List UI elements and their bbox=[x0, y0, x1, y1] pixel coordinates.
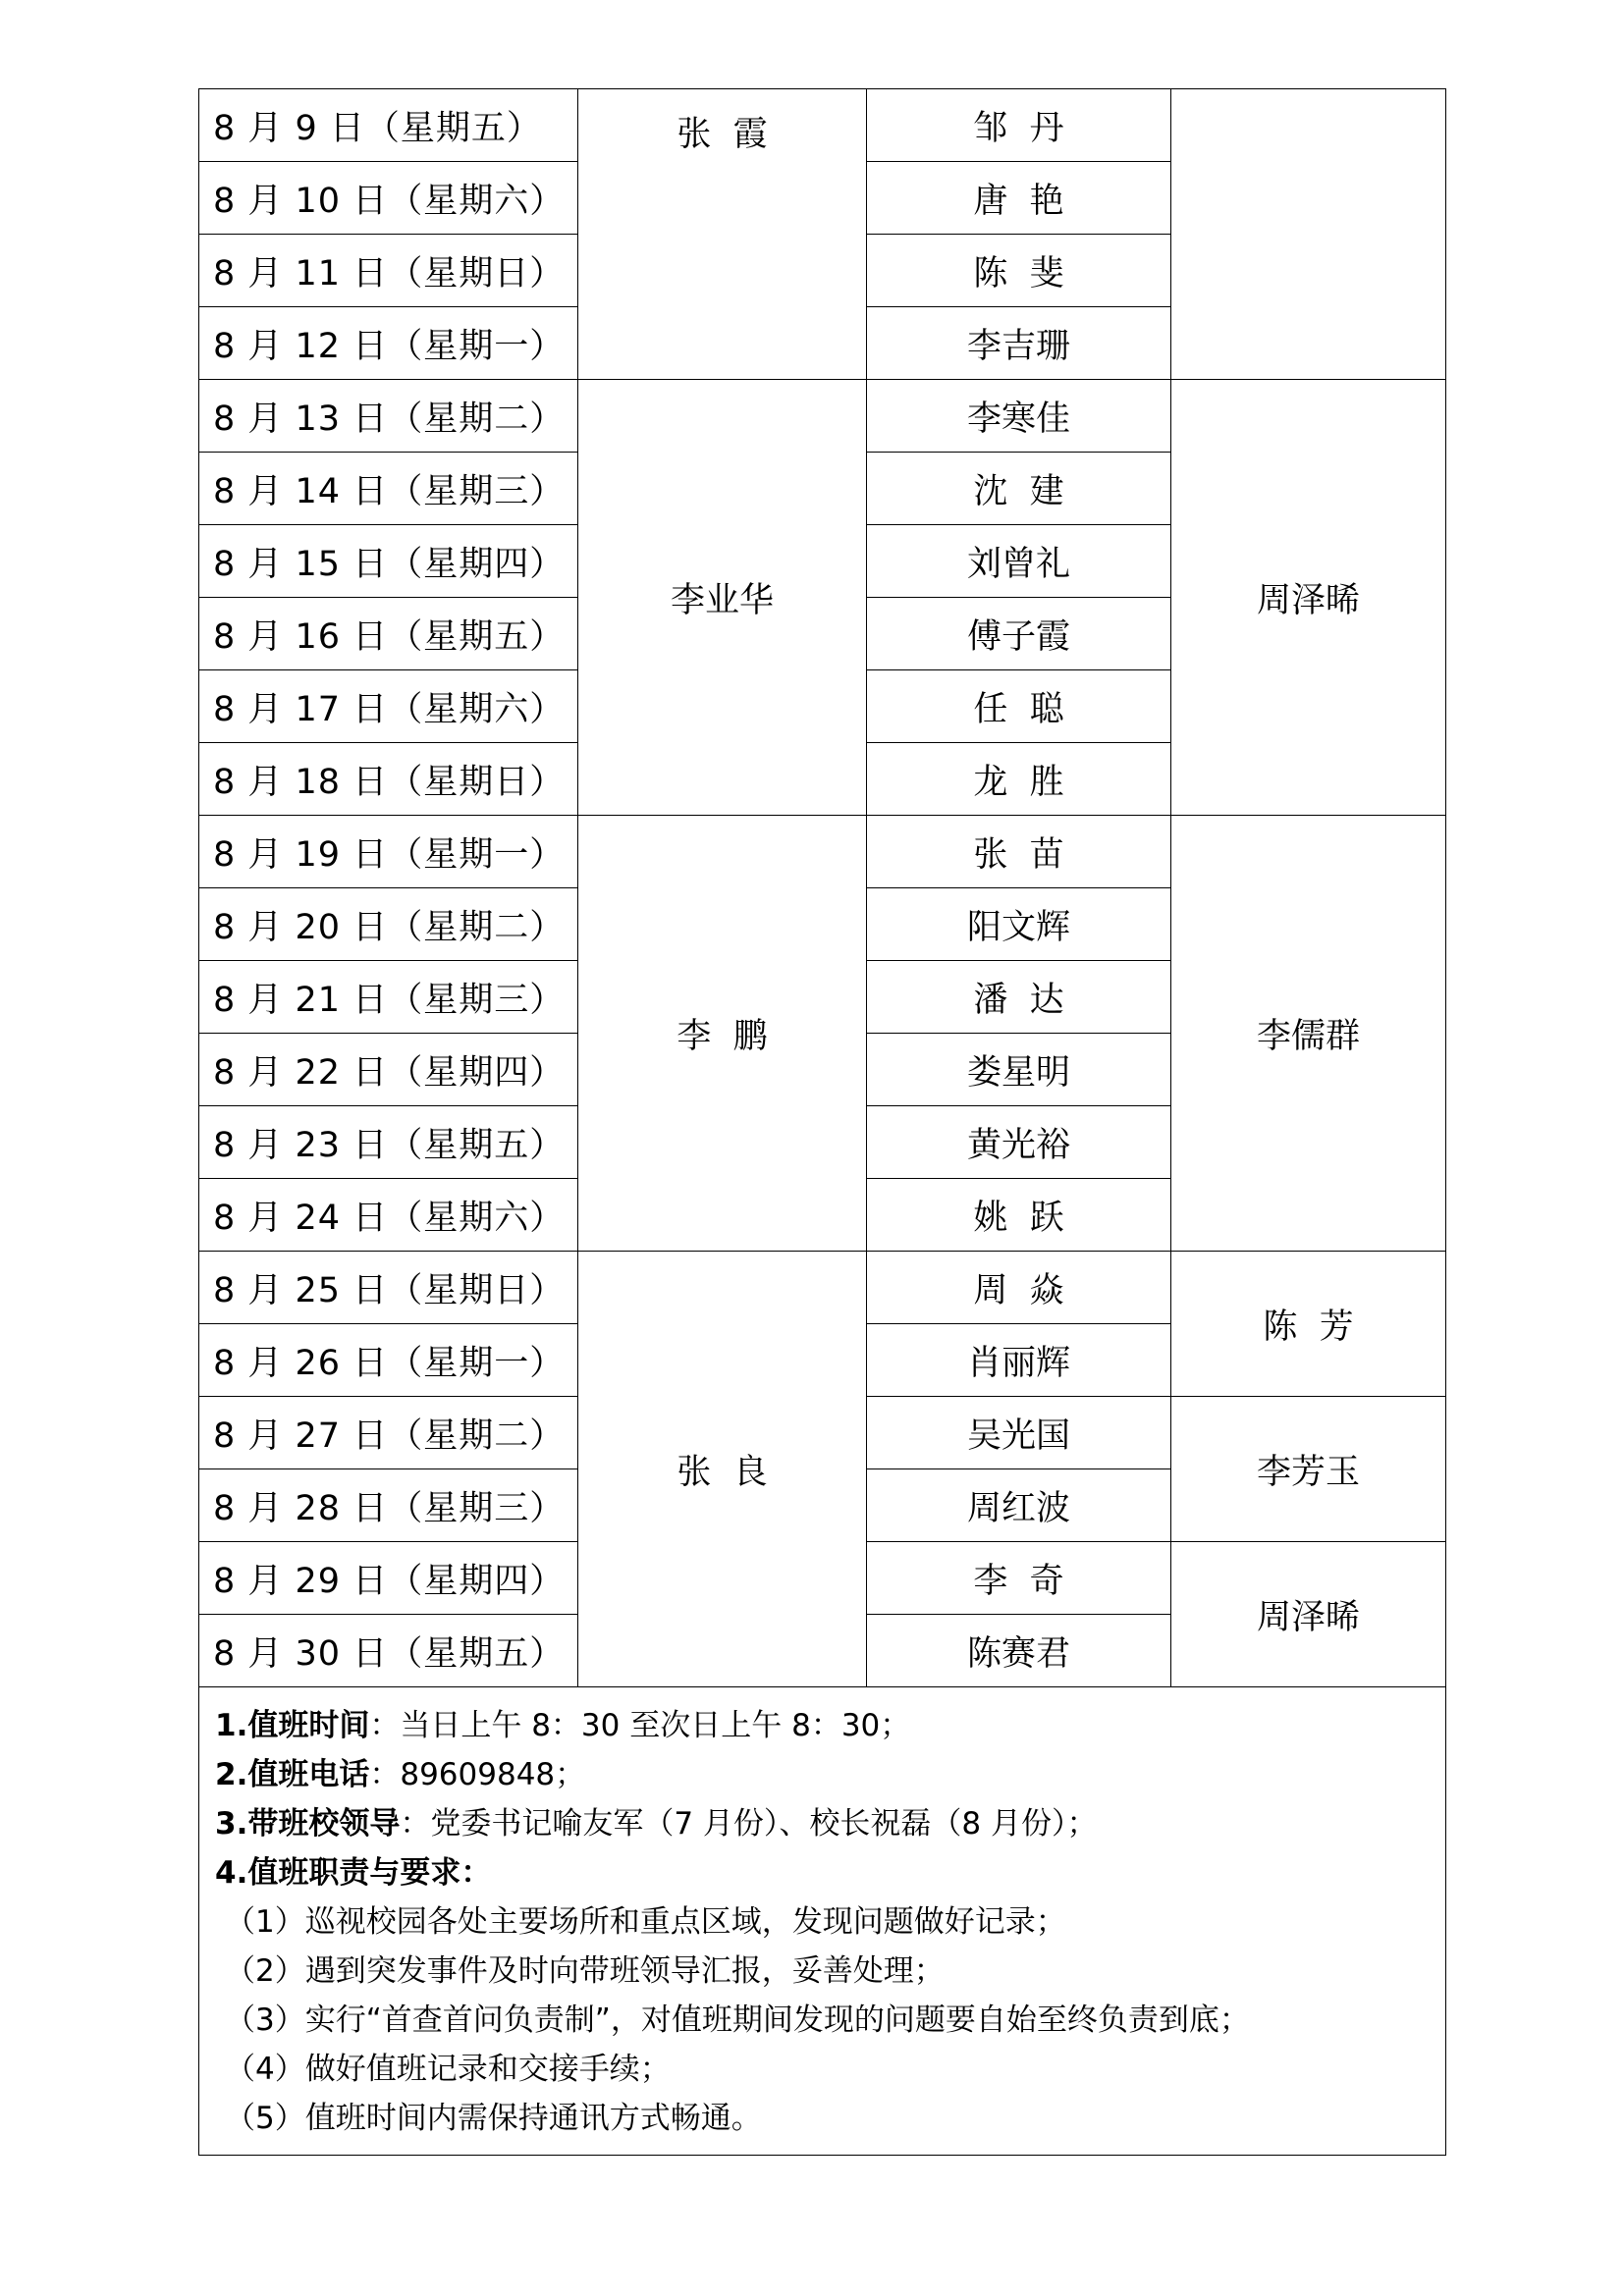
date-cell bbox=[199, 961, 578, 1034]
duty-person-cell: 邹 丹 bbox=[867, 89, 1171, 162]
duty-person-cell: 黄光裕 bbox=[867, 1106, 1171, 1179]
weekday-text: （星期日） bbox=[388, 1270, 566, 1310]
date-text: 8 月 27 日 bbox=[213, 1415, 389, 1456]
weekday-text: （星期三） bbox=[388, 980, 566, 1020]
duty-time-line-label: 1.值班时间 bbox=[215, 1708, 370, 1743]
schedule-body bbox=[199, 89, 1446, 2156]
date-text: 8 月 13 日 bbox=[213, 399, 389, 439]
duty-person-cell: 李寒佳 bbox=[867, 380, 1171, 453]
date-text: 8 月 30 日 bbox=[213, 1633, 389, 1674]
duty-person-cell: 唐 艳 bbox=[867, 162, 1171, 235]
date-cell bbox=[199, 89, 578, 162]
supervisor-cell: 陈 芳 bbox=[1171, 1252, 1446, 1397]
date-text: 8 月 17 日 bbox=[213, 689, 389, 729]
supervisor-cell bbox=[1171, 89, 1446, 380]
date-cell bbox=[199, 1469, 578, 1542]
duty-person-cell: 傅子霞 bbox=[867, 598, 1171, 670]
notes-cell bbox=[199, 1687, 1446, 2156]
duty-person-cell: 李 奇 bbox=[867, 1542, 1171, 1615]
notes-row bbox=[199, 1687, 1446, 2156]
weekday-text: （星期六） bbox=[388, 181, 566, 221]
weekday-text: （星期二） bbox=[388, 1415, 566, 1456]
weekday-text: （星期一） bbox=[388, 1343, 566, 1383]
date-text: 8 月 28 日 bbox=[213, 1488, 389, 1528]
duty-person-cell: 陈赛君 bbox=[867, 1615, 1171, 1687]
date-text: 8 月 10 日 bbox=[213, 181, 389, 221]
date-text: 8 月 21 日 bbox=[213, 980, 389, 1020]
duty-person-cell: 龙 胜 bbox=[867, 743, 1171, 816]
leader-cell: 李 鹏 bbox=[578, 816, 867, 1252]
weekday-text: （星期一） bbox=[388, 326, 566, 366]
duty-person-cell: 李吉珊 bbox=[867, 307, 1171, 380]
date-cell bbox=[199, 1034, 578, 1106]
weekday-text: （星期四） bbox=[388, 1561, 566, 1601]
duty-time-line-value: ：当日上午 8：30 至次日上午 8：30； bbox=[369, 1708, 911, 1743]
duty-phone-line-label: 2.值班电话 bbox=[215, 1757, 370, 1792]
weekday-text: （星期六） bbox=[388, 1198, 566, 1238]
duty-person-cell: 刘曾礼 bbox=[867, 525, 1171, 598]
date-cell bbox=[199, 453, 578, 525]
date-cell bbox=[199, 816, 578, 888]
date-text: 8 月 20 日 bbox=[213, 907, 389, 947]
requirement-item: （2）遇到突发事件及时向带班领导汇报，妥善处理； bbox=[225, 1953, 945, 1989]
supervisor-cell: 周泽晞 bbox=[1171, 1542, 1446, 1687]
duty-phone-line-value: ：89609848； bbox=[369, 1757, 586, 1792]
duty-person-cell: 周红波 bbox=[867, 1469, 1171, 1542]
date-text: 8 月 24 日 bbox=[213, 1198, 389, 1238]
date-cell bbox=[199, 1615, 578, 1687]
date-cell bbox=[199, 235, 578, 307]
date-cell bbox=[199, 1542, 578, 1615]
weekday-text: （星期二） bbox=[388, 399, 566, 439]
date-text: 8 月 9 日 bbox=[213, 108, 365, 148]
leader-cell: 张 霞 bbox=[578, 89, 867, 380]
date-text: 8 月 29 日 bbox=[213, 1561, 389, 1601]
duty-phone-line bbox=[215, 1750, 1430, 1799]
date-text: 8 月 12 日 bbox=[213, 326, 389, 366]
date-cell bbox=[199, 743, 578, 816]
weekday-text: （星期五） bbox=[364, 108, 542, 148]
duty-person-cell: 张 苗 bbox=[867, 816, 1171, 888]
duty-leader-line-label: 3.带班校领导 bbox=[215, 1806, 401, 1842]
date-cell bbox=[199, 1179, 578, 1252]
duty-schedule-table bbox=[198, 88, 1446, 2156]
weekday-text: （星期五） bbox=[388, 616, 566, 657]
duty-person-cell: 肖丽辉 bbox=[867, 1324, 1171, 1397]
table-row bbox=[199, 380, 1446, 453]
date-text: 8 月 19 日 bbox=[213, 834, 389, 875]
date-cell bbox=[199, 162, 578, 235]
duty-person-cell: 娄星明 bbox=[867, 1034, 1171, 1106]
weekday-text: （星期四） bbox=[388, 544, 566, 584]
weekday-text: （星期四） bbox=[388, 1052, 566, 1093]
date-cell bbox=[199, 525, 578, 598]
duty-person-cell: 阳文辉 bbox=[867, 888, 1171, 961]
duty-requirements-heading-label: 4.值班职责与要求： bbox=[215, 1855, 492, 1891]
weekday-text: （星期三） bbox=[388, 471, 566, 511]
table-row bbox=[199, 1252, 1446, 1324]
date-cell bbox=[199, 380, 578, 453]
leader-cell: 张 良 bbox=[578, 1252, 867, 1687]
date-cell bbox=[199, 888, 578, 961]
date-cell bbox=[199, 1324, 578, 1397]
requirement-item: （1）巡视校园各处主要场所和重点区域，发现问题做好记录； bbox=[225, 1904, 1066, 1940]
duty-person-cell: 任 聪 bbox=[867, 670, 1171, 743]
duty-leader-line bbox=[215, 1799, 1430, 1848]
supervisor-cell: 李芳玉 bbox=[1171, 1397, 1446, 1542]
duty-person-cell: 周 焱 bbox=[867, 1252, 1171, 1324]
duty-person-cell: 陈 斐 bbox=[867, 235, 1171, 307]
supervisor-cell: 李儒群 bbox=[1171, 816, 1446, 1252]
date-text: 8 月 11 日 bbox=[213, 253, 389, 294]
date-cell bbox=[199, 1106, 578, 1179]
weekday-text: （星期日） bbox=[388, 762, 566, 802]
supervisor-cell: 周泽晞 bbox=[1171, 380, 1446, 816]
duty-person-cell: 姚 跃 bbox=[867, 1179, 1171, 1252]
date-text: 8 月 23 日 bbox=[213, 1125, 389, 1165]
weekday-text: （星期五） bbox=[388, 1125, 566, 1165]
requirement-item: （4）做好值班记录和交接手续； bbox=[225, 2052, 671, 2087]
table-row bbox=[199, 89, 1446, 162]
duty-person-cell: 潘 达 bbox=[867, 961, 1171, 1034]
weekday-text: （星期日） bbox=[388, 253, 566, 294]
date-cell bbox=[199, 1252, 578, 1324]
weekday-text: （星期三） bbox=[388, 1488, 566, 1528]
date-text: 8 月 18 日 bbox=[213, 762, 389, 802]
weekday-text: （星期五） bbox=[388, 1633, 566, 1674]
duty-leader-line-value: ：党委书记喻友军（7 月份）、校长祝磊（8 月份）； bbox=[400, 1806, 1098, 1842]
requirement-item: （5）值班时间内需保持通讯方式畅通。 bbox=[225, 2101, 762, 2136]
duty-person-cell: 沈 建 bbox=[867, 453, 1171, 525]
duty-requirements-heading bbox=[215, 1848, 1430, 1897]
date-text: 8 月 25 日 bbox=[213, 1270, 389, 1310]
date-cell bbox=[199, 670, 578, 743]
leader-cell: 李业华 bbox=[578, 380, 867, 816]
table-row bbox=[199, 816, 1446, 888]
weekday-text: （星期六） bbox=[388, 689, 566, 729]
weekday-text: （星期二） bbox=[388, 907, 566, 947]
requirement-item: （3）实行“首查首问负责制”，对值班期间发现的问题要自始至终负责到底； bbox=[225, 2002, 1250, 2038]
weekday-text: （星期一） bbox=[388, 834, 566, 875]
date-text: 8 月 22 日 bbox=[213, 1052, 389, 1093]
date-text: 8 月 26 日 bbox=[213, 1343, 389, 1383]
duty-person-cell: 吴光国 bbox=[867, 1397, 1171, 1469]
date-text: 8 月 16 日 bbox=[213, 616, 389, 657]
date-cell bbox=[199, 1397, 578, 1469]
date-cell bbox=[199, 598, 578, 670]
date-text: 8 月 14 日 bbox=[213, 471, 389, 511]
date-text: 8 月 15 日 bbox=[213, 544, 389, 584]
duty-time-line bbox=[215, 1701, 1430, 1750]
date-cell bbox=[199, 307, 578, 380]
